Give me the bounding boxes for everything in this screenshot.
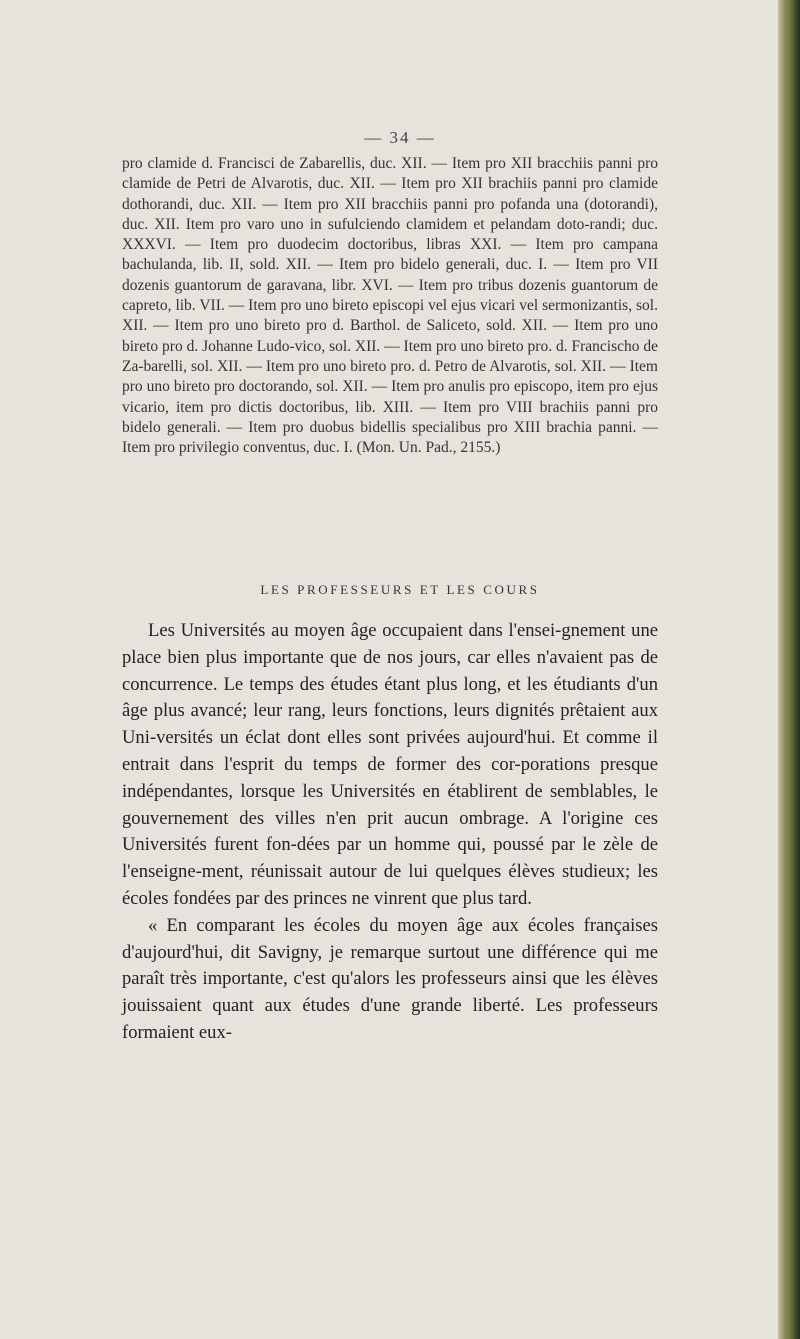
expense-list-paragraph: pro clamide d. Francisci de Zabarellis, duc. XII. — Item pro XII bracchiis panni pro clamide de Petri de Alvarotis, duc. XII. — Item pro XII brachiis panni pro clamide dothorandi, duc. XII. — Item pro XII bracchiis panni pro pofanda una (dotorandi), duc. XII. Item pro varo uno in sufulciendo clamidem et pelandam doto-randi; duc. XXXVI. — Item pro duodecim doctoribus, libras XXI. — Item pro campana bachulanda, lib. II, sold. XII. — Item pro bidelo generali, duc. I. — Item pro VII dozenis guantorum de garavana, libr. XVI. — Item pro tribus dozenis guantorum de capreto, lib. VII. — Item pro uno bireto episcopi vel ejus vicari vel sermonizantis, sol. XII. — Item pro uno bireto pro d. Barthol. de Saliceto, sold. XII. — Item pro uno bireto pro d. Johanne Ludo-vico, sol. XII. — Item pro uno bireto pro. d. Francischo de Za-barelli, sol. XII. — Item pro uno bireto pro. d. Petro de Alvarotis, sol. XII. — Item pro uno bireto pro doctorando, sol. XII. — Item pro anulis pro episcopo, item pro ejus vicario, item pro dictis doctoribus, lib. XIII. — Item pro VIII brachiis panni pro bidelo generali. — Item pro duobus bidellis specialibus pro XIII brachia panni. — Item pro privilegio conventus, duc. I. (Mon. Un. Pad., 2155.) [122,155,658,457]
expense-list-block [122,154,658,458]
book-edge [778,0,800,1339]
body-paragraph-quote: « En comparant les écoles du moyen âge aux écoles françaises d'aujourd'hui, dit Savigny, je remarque surtout une différence qui me paraît très importante, c'est qu'alors les professeurs ainsi que les élèves jouissaient quant aux études d'une grande liberté. Les professeurs formaient eux- [122,914,658,1043]
page-number: — 34 — [364,128,436,147]
body-paragraph: Les Universités au moyen âge occupaient dans l'ensei-gnement une place bien plus importante que de nos jours, car elles n'avaient pas de concurrence. Le temps des études étant plus long, et les étudiants d'un âge plus avancé; leur rang, leurs fonctions, leurs dignités prêtaient aux Uni-versités un éclat dont elles sont privées aujourd'hui. Et comme il entrait dans l'esprit du temps de former des cor-porations presque indépendantes, lorsque les Universités en établirent de semblables, le gouvernement des villes n'en prit aucun ombrage. A l'origine ces Universités furent fon-dées par un homme qui, poussé par le zèle de l'enseigne-ment, réunissait autour de lui quelques élèves studieux; les écoles fondées par des princes ne vinrent que plus tard. [122,620,658,909]
main-text-block [122,618,658,1047]
section-heading: LES PROFESSEURS ET LES COURS [260,582,540,597]
